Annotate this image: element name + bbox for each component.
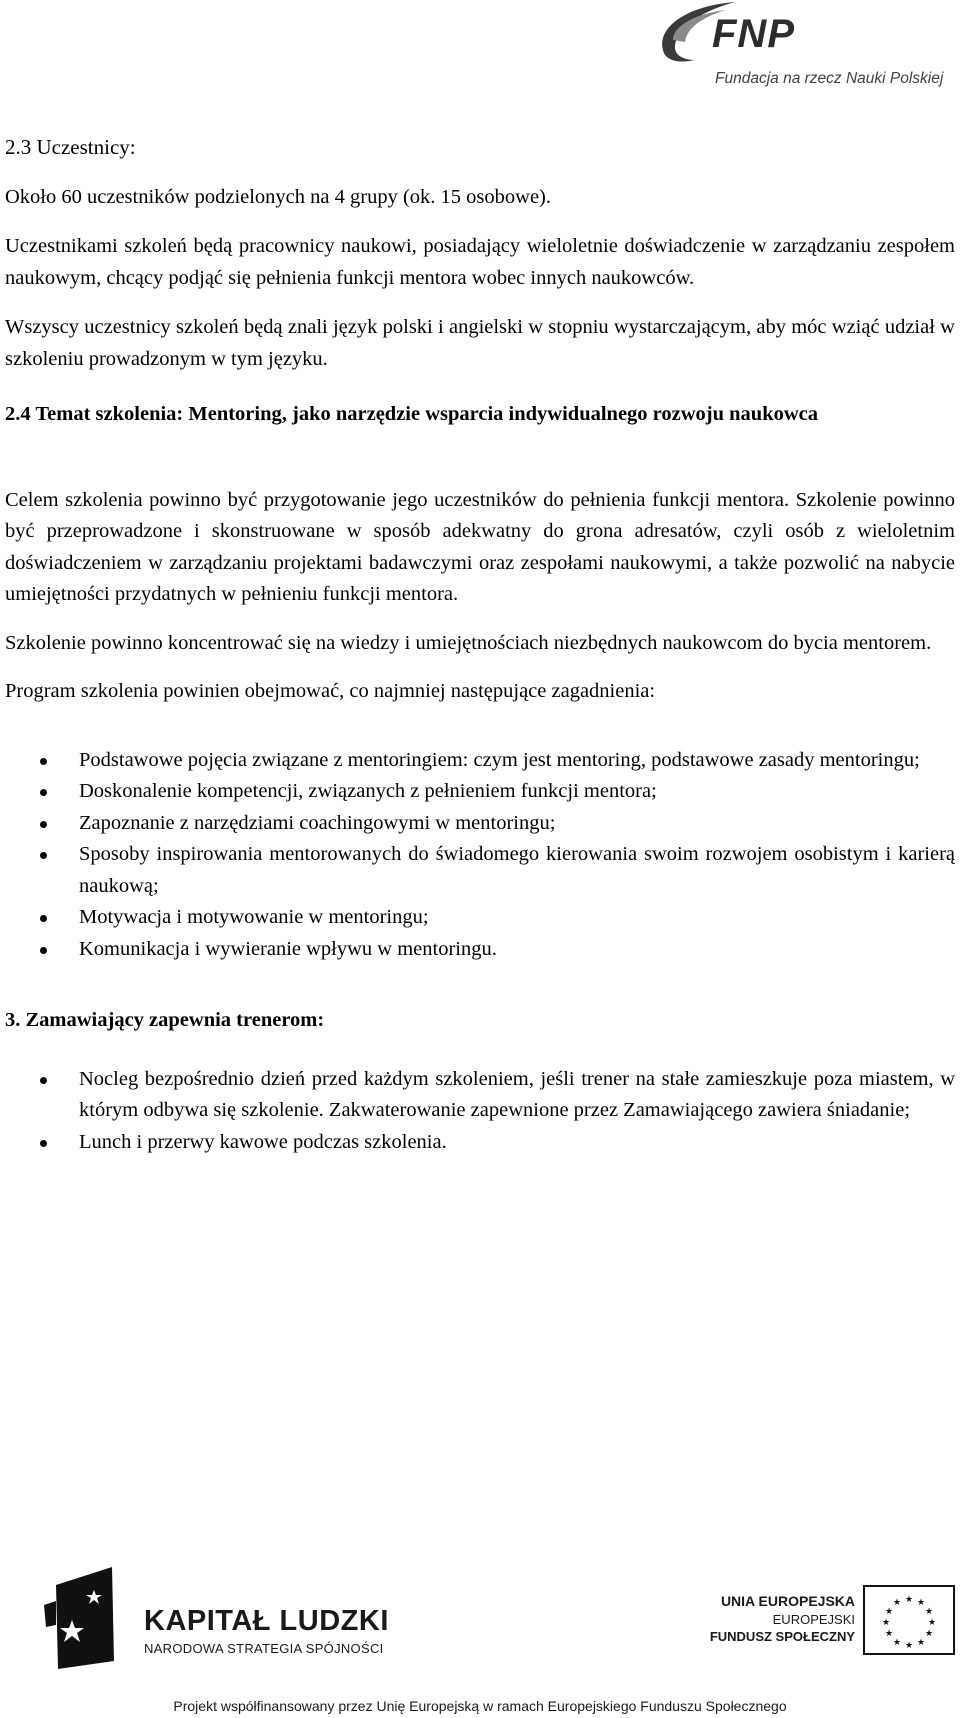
kapital-ludzki-flag-icon: [42, 1565, 122, 1670]
svg-text:★: ★: [884, 1629, 894, 1639]
section-2-4-heading: 2.4 Temat szkolenia: Mentoring, jako narzędzie wsparcia indywidualnego rozwoju naukowca: [5, 403, 819, 425]
ue-line-1: UNIA EUROPEJSKA: [720, 1593, 855, 1609]
svg-text:★: ★: [892, 1638, 902, 1648]
list-item: Zapoznanie z narzędziami coachingowymi w mentoringu;: [5, 808, 955, 840]
kapital-ludzki-logo: [42, 1565, 402, 1670]
participants-description: Uczestnikami szkoleń będą pracownicy naukowi, posiadający wieloletnie doświadczenie w zarządzaniu zespołem naukowym, chcący podjąć się pełnienia funkcji mentora wobec innych naukowców.: [5, 235, 955, 289]
list-item: Sposoby inspirowania mentorowanych do świadomego kierowania swoim rozwojem osobistym i karierą naukową;: [5, 839, 955, 902]
list-item: Komunikacja i wywieranie wpływu w mentoringu.: [5, 934, 955, 966]
training-program-intro: Program szkolenia powinien obejmować, co najmniej następujące zagadnienia:: [5, 680, 656, 702]
bullet-icon: [40, 1077, 47, 1084]
bullet-icon: [40, 789, 47, 796]
list-item: Motywacja i motywowanie w mentoringu;: [5, 902, 955, 934]
section-3-heading: 3. Zamawiający zapewnia trenerom:: [5, 1009, 325, 1031]
training-goal: Celem szkolenia powinno być przygotowanie jego uczestników do pełnienia funkcji mentora. Szkolenie powinno być przeprowadzone i skonstruowane w sposób adekwatny do grona adresatów, czyli osób z wieloletnim doświadczeniem w zarządzaniu projektami badawczymi oraz zespołami naukowymi, a także pozwolić na nabycie umiejętności przydatnych w pełnieniu funkcji mentora.: [5, 488, 955, 605]
topics-list: [5, 745, 955, 966]
svg-text:★: ★: [892, 1598, 902, 1608]
bullet-icon: [40, 915, 47, 922]
bullet-icon: [40, 758, 47, 765]
svg-text:★: ★: [884, 1607, 894, 1617]
trainer-provisions-list: [5, 1064, 955, 1159]
document-body: [5, 124, 955, 1158]
svg-text:★: ★: [904, 1595, 914, 1605]
list-item: Doskonalenie kompetencji, związanych z pełnieniem funkcji mentora;: [5, 776, 955, 808]
svg-text:★: ★: [924, 1607, 934, 1617]
list-item: Nocleg bezpośrednio dzień przed każdym szkoleniem, jeśli trener na stałe zamieszkuje poza miastem, w którym odbywa się szkolenie. Zakwaterowanie zapewnione przez Zamawiającego zawiera śniadanie;: [5, 1064, 955, 1127]
eu-flag-icon: [863, 1585, 955, 1655]
bullet-icon: [40, 947, 47, 954]
svg-text:★: ★: [916, 1638, 926, 1648]
bullet-icon: [40, 1140, 47, 1147]
fnp-logo-text: FNP: [712, 12, 795, 56]
ue-line-3: FUNDUSZ SPOŁECZNY: [709, 1629, 855, 1644]
svg-text:★: ★: [881, 1618, 891, 1628]
ue-logo: [665, 1585, 955, 1675]
participants-language: Wszyscy uczestnicy szkoleń będą znali język polski i angielski w stopniu wystarczającym, aby móc wziąć udział w szkoleniu prowadzonym w tym języku.: [5, 316, 955, 370]
fnp-logo: [655, 0, 960, 100]
bullet-icon: [40, 852, 47, 859]
svg-text:★: ★: [904, 1641, 914, 1651]
list-item: Lunch i przerwy kawowe podczas szkolenia.: [5, 1127, 955, 1159]
fnp-logo-subtitle: Fundacja na rzecz Nauki Polskiej: [715, 70, 944, 87]
svg-text:★: ★: [927, 1618, 937, 1628]
kapital-ludzki-title: KAPITAŁ LUDZKI: [144, 1605, 389, 1637]
section-2-3-heading: 2.3 Uczestnicy:: [5, 135, 136, 159]
ue-line-2: EUROPEJSKI: [772, 1612, 855, 1627]
cofinancing-note: Projekt współfinansowany przez Unię Europejską w ramach Europejskiego Funduszu Społecznego: [173, 1698, 787, 1714]
bullet-icon: [40, 821, 47, 828]
list-item: Podstawowe pojęcia związane z mentoringiem: czym jest mentoring, podstawowe zasady mentoringu;: [5, 745, 955, 777]
svg-text:★: ★: [924, 1629, 934, 1639]
training-focus: Szkolenie powinno koncentrować się na wiedzy i umiejętnościach niezbędnych naukowcom do bycia mentorem.: [5, 631, 932, 654]
kapital-ludzki-subtitle: NARODOWA STRATEGIA SPÓJNOŚCI: [144, 1641, 384, 1656]
participants-count: Około 60 uczestników podzielonych na 4 grupy (ok. 15 osobowe).: [5, 185, 551, 208]
svg-text:★: ★: [916, 1598, 926, 1608]
